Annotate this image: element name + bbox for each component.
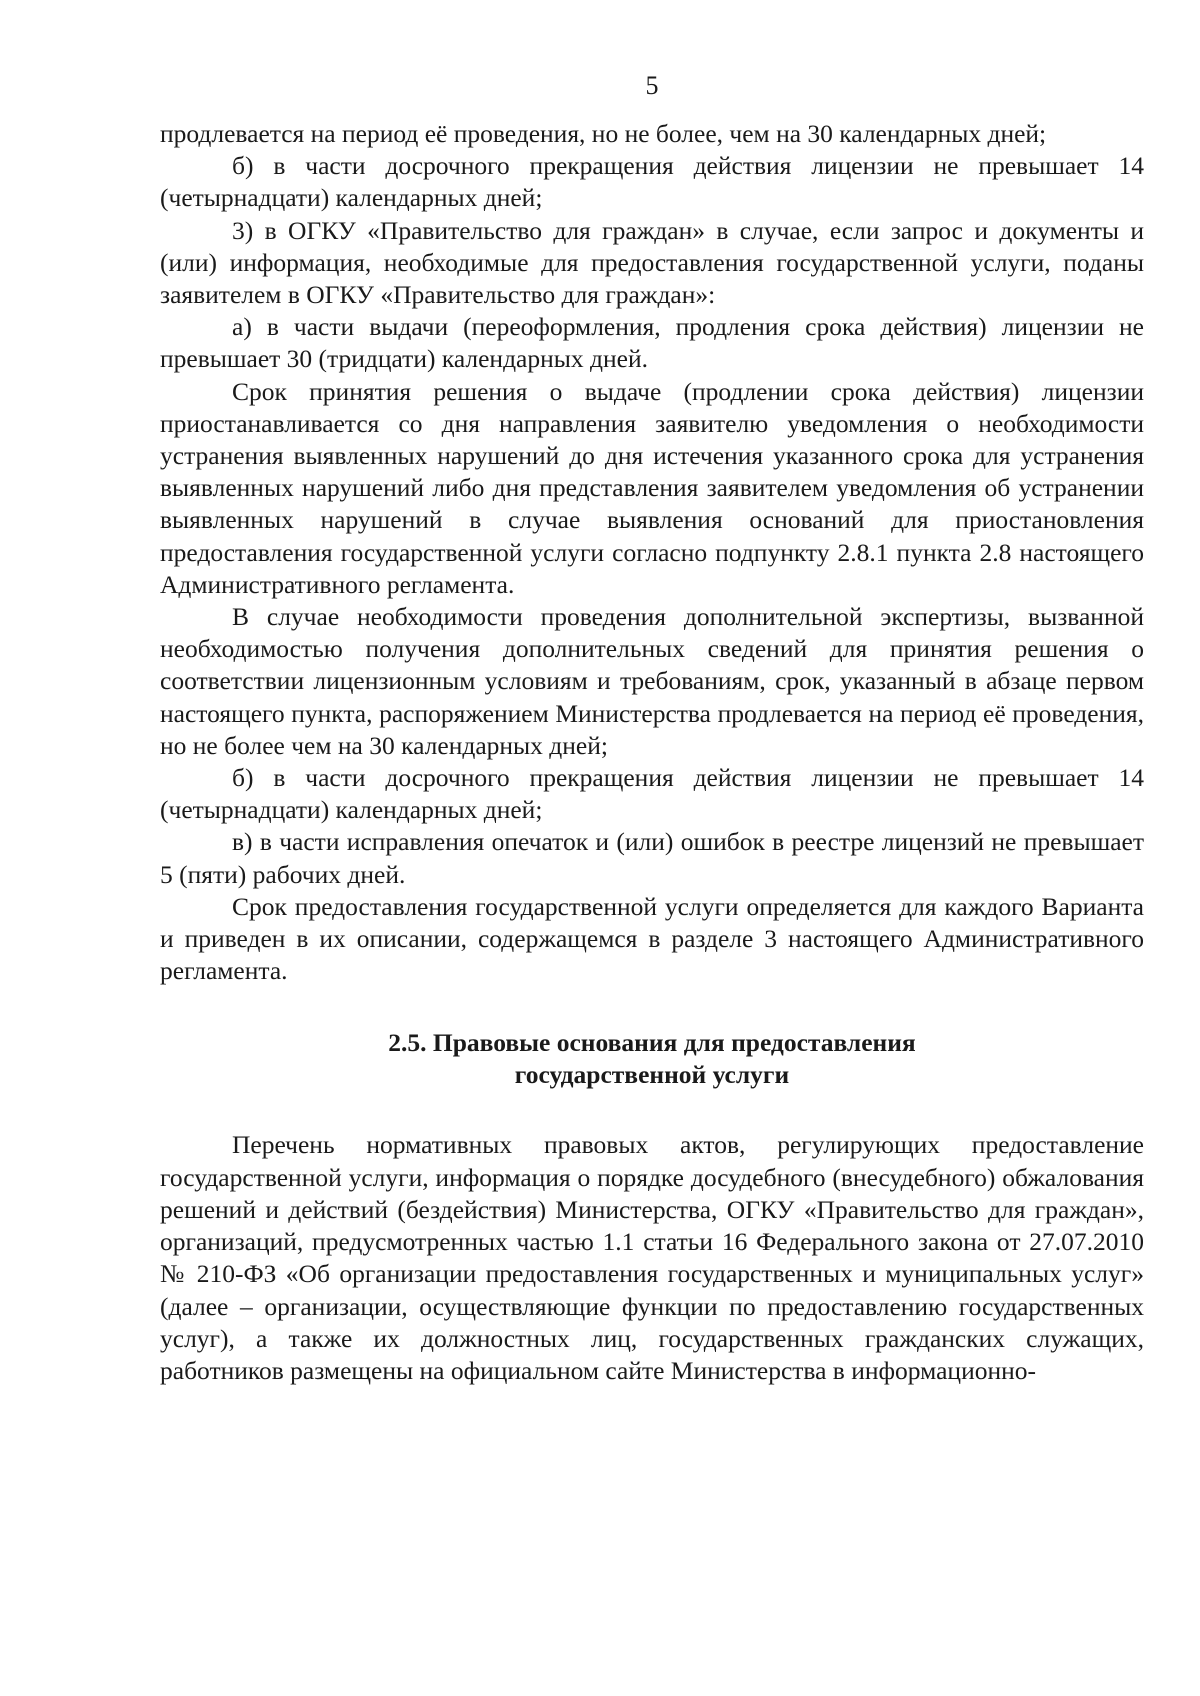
paragraph-decision-suspension: Срок принятия решения о выдаче (продлении срока действия) лицензии приостанавливается со дня направления заявителю уведомления о необходимости устранения выявленных нарушений до дня истечения указанного срока для устранения выявленных нарушений либо дня представления заявителем уведомления об устранении выявленных нарушений в случае выявления оснований для приостановления предоставления государственной услуги согласно подпункту 2.8.1 пункта 2.8 настоящего Административного регламента.: [160, 376, 1144, 599]
paragraph-item-a-issuance: а) в части выдачи (переоформления, продления срока действия) лицензии не превышает 30 (тридцати) календарных дней.: [160, 312, 1144, 374]
document-page: [160, 70, 1144, 1387]
paragraph-legal-acts-list: Перечень нормативных правовых актов, регулирующих предоставление государственной услуги, информация о порядке досудебного (внесудебного) обжалования решений и действий (бездействия) Министерства, ОГКУ «Правительство для граждан», организаций, предусмотренных частью 1.1 статьи 16 Федерального закона от 27.07.2010 № 210-ФЗ «Об организации предоставления государственных и муниципальных услуг» (далее – организации, осуществляющие функции по предоставлению государственных услуг), а также их должностных лиц, государственных гражданских служащих, работников размещены на официальном сайте Министерства в информационно-: [160, 1130, 1144, 1385]
section-heading: [160, 1027, 1144, 1091]
paragraph-item-b-termination: б) в части досрочного прекращения действия лицензии не превышает 14 (четырнадцати) календарных дней;: [160, 151, 1144, 213]
page-number: 5: [645, 71, 659, 100]
paragraph-additional-expertise: В случае необходимости проведения дополнительной экспертизы, вызванной необходимостью получения дополнительных сведений для принятия решения о соответствии лицензионным условиям и требованиям, срок, указанный в абзаце первом настоящего пункта, распоряжением Министерства продлевается на период её проведения, но не более чем на 30 календарных дней;: [160, 602, 1144, 760]
paragraph-item-3-ogku: 3) в ОГКУ «Правительство для граждан» в случае, если запрос и документы и (или) информация, необходимые для предоставления государственной услуги, поданы заявителем в ОГКУ «Правительство для граждан»:: [160, 215, 1144, 310]
section-heading-line-1: 2.5. Правовые основания для предоставления: [388, 1028, 916, 1058]
paragraph-service-term: Срок предоставления государственной услуги определяется для каждого Варианта и приведен в их описании, содержащемся в разделе 3 настоящего Административного регламента.: [160, 891, 1144, 986]
section-heading-line-2: государственной услуги: [514, 1060, 790, 1090]
paragraph-item-v-corrections: в) в части исправления опечаток и (или) ошибок в реестре лицензий не превышает 5 (пяти) рабочих дней.: [160, 827, 1144, 889]
paragraph-item-b-termination-2: б) в части досрочного прекращения действия лицензии не превышает 14 (четырнадцати) календарных дней;: [160, 763, 1144, 825]
paragraph-continuation: продлевается на период её проведения, но не более, чем на 30 календарных дней;: [160, 119, 1047, 148]
